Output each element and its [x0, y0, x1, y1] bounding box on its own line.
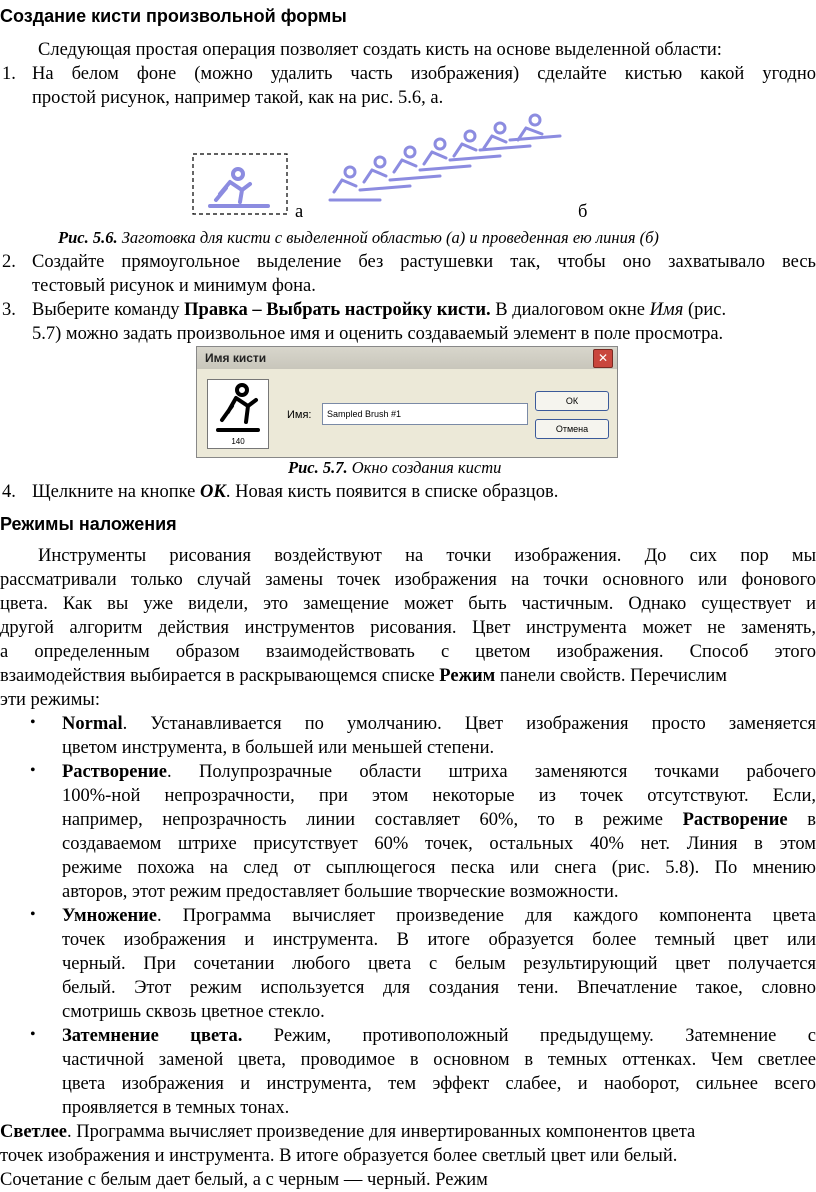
step-3-dialog-name: Имя	[649, 300, 684, 320]
dissolve-l1: . Полупрозрачные области штриха заменяются точками рабочего	[167, 762, 816, 782]
multiply-line-1	[62, 904, 816, 928]
brush-size: 140	[231, 437, 245, 446]
name-label: Имя:	[287, 409, 312, 421]
cancel-button[interactable]: Отмена	[535, 419, 609, 439]
dissolve-l3-term: Растворение	[682, 810, 788, 830]
burn-l1: Режим, противоположный предыдущему. Затемнение с	[242, 1026, 816, 1046]
bullet-dissolve: •	[30, 762, 36, 779]
para-l6-pre: взаимодействия выбирается в раскрывающемся списке	[0, 666, 440, 686]
multiply-line-5: смотришь сквозь цветное стекло.	[62, 1002, 325, 1022]
intro-text: Следующая простая операция позволяет создать кисть на основе выделенной области:	[38, 40, 722, 60]
dissolve-line-1	[62, 760, 816, 784]
step-3-pre: Выберите команду	[32, 300, 185, 320]
normal-l1: . Устанавливается по умолчанию. Цвет изображения просто заменяется	[122, 714, 816, 734]
screen-line-2: точек изображения и инструмента. В итоге образуется более светлый цвет или белый.	[0, 1146, 678, 1166]
runner-icon	[208, 380, 268, 436]
dissolve-line-6: авторов, этот режим предоставляет большие творческие возможности.	[62, 882, 619, 902]
dissolve-l3-pre: например, непрозрачность линии составляет 60%, то в режиме	[62, 810, 683, 830]
dissolve-l3-post: в	[787, 810, 816, 830]
para-line-6	[0, 664, 727, 688]
multiply-line-2: точек изображения и инструмента. В итоге образуется более темный цвет или	[62, 930, 816, 950]
para-line-4: другой алгоритм действия инструментов рисования. Цвет инструмента может не заменять,	[0, 618, 816, 638]
dissolve-line-4: создаваемом штрихе присутствует 60% точек, остальных 40% нет. Линия в этом	[62, 834, 816, 854]
step-4-line	[32, 480, 558, 504]
step-2-line-1: Создайте прямоугольное выделение без растушевки так, чтобы оно захватывало весь	[32, 252, 816, 272]
para-line-7: эти режимы:	[0, 690, 100, 710]
brush-name-dialog	[196, 346, 618, 458]
para-line-5: а определенным образом взаимодействовать с цветом изображения. Способ этого	[0, 642, 816, 662]
burn-line-1	[62, 1024, 816, 1048]
para-line-2: рассматривали только случай замены точек изображения на точки основного или фонового	[0, 570, 816, 590]
step-2-line-2: тестовый рисунок и минимум фона.	[32, 276, 316, 296]
step-2-number: 2.	[2, 252, 16, 272]
ok-button[interactable]: ОК	[535, 391, 609, 411]
close-icon[interactable]: ✕	[593, 349, 613, 368]
burn-line-4: проявляется в темных тонах.	[62, 1098, 290, 1118]
step-3-line-2: 5.7) можно задать произвольное имя и оценить создаваемый элемент в поле просмотра.	[32, 324, 724, 344]
figure-5-6-caption-text: Заготовка для кисти с выделенной областью (а) и проведенная ею линия (б)	[117, 228, 659, 247]
screen-line-3: Сочетание с белым дает белый, а с черным — черный. Режим	[0, 1170, 488, 1190]
figure-5-7-caption	[288, 458, 501, 478]
dissolve-line-3	[62, 808, 816, 832]
normal-term: Normal	[62, 714, 123, 734]
multiply-line-4: белый. Этот режим используется для создания тени. Впечатление такое, словно	[62, 978, 816, 998]
para-l6-mode: Режим	[439, 666, 496, 686]
bullet-burn: •	[30, 1026, 36, 1043]
para-line-3: цвета. Как вы уже видели, это замещение может быть частичным. Однако существует и	[0, 594, 816, 614]
figure-5-6-label-a: а	[295, 202, 304, 222]
figure-5-6-caption	[58, 228, 659, 248]
burn-term: Затемнение цвета.	[62, 1026, 243, 1046]
brush-name-input[interactable]: Sampled Brush #1	[322, 403, 528, 425]
step-3-command: Правка – Выбрать настройку кисти.	[184, 300, 491, 320]
dissolve-line-2: 100%-ной непрозрачности, при этом некоторые из точек отсутствуют. Если,	[62, 786, 816, 806]
bullet-normal: •	[30, 714, 36, 731]
multiply-term: Умножение	[62, 906, 158, 926]
screen-term: Светлее	[0, 1122, 67, 1142]
normal-line-1	[62, 712, 816, 736]
step-1-line-1: На белом фоне (можно удалить часть изображения) сделайте кистью какой угодно	[32, 64, 816, 84]
dialog-title: Имя кисти	[197, 347, 617, 369]
step-1-line-2: простой рисунок, например такой, как на рис. 5.6, а.	[32, 88, 444, 108]
figure-5-6-caption-number: Рис. 5.6.	[58, 228, 118, 247]
dissolve-line-5: режиме похожа на след от сыплющегося песка или снега (рис. 5.8). По мнению	[62, 858, 816, 878]
section-heading-brush: Создание кисти произвольной формы	[0, 6, 347, 26]
figure-5-6-label-b: б	[578, 202, 588, 222]
normal-line-2: цветом инструмента, в большей или меньшей степени.	[62, 738, 495, 758]
step-3-post: (рис.	[683, 300, 727, 320]
screen-l1: . Программа вычисляет произведение для инвертированных компонентов цвета	[67, 1122, 696, 1142]
step-4-post: . Новая кисть появится в списке образцов.	[225, 482, 559, 502]
step-3-mid: В диалоговом окне	[490, 300, 650, 320]
burn-line-2: частичной заменой цвета, проводимое в основном в темных оттенках. Чем светлее	[62, 1050, 816, 1070]
step-4-ok: ОК	[199, 482, 226, 502]
figure-5-7-caption-number: Рис. 5.7.	[288, 458, 348, 477]
dissolve-term: Растворение	[62, 762, 167, 782]
step-1-number: 1.	[2, 64, 16, 84]
screen-line-1	[0, 1120, 695, 1144]
brush-preview	[207, 379, 269, 449]
figure-5-7-caption-text: Окно создания кисти	[347, 458, 502, 477]
step-4-number: 4.	[2, 482, 16, 502]
bullet-multiply: •	[30, 906, 36, 923]
burn-line-3: цвета изображения и инструмента, тем эффект слабее, и наоборот, сильнее всего	[62, 1074, 816, 1094]
step-4-pre: Щелкните на кнопке	[32, 482, 200, 502]
figure-5-6-brush-line	[320, 110, 580, 210]
section-heading-blend-modes: Режимы наложения	[0, 514, 177, 534]
multiply-line-3: черный. При сочетании любого цвета с белым результирующий цвет получается	[62, 954, 816, 974]
step-3-line-1	[32, 298, 726, 322]
step-3-number: 3.	[2, 300, 16, 320]
para-line-1: Инструменты рисования воздействуют на точки изображения. До сих пор мы	[38, 546, 816, 566]
multiply-l1: . Программа вычисляет произведение для каждого компонента цвета	[157, 906, 816, 926]
para-l6-post: панели свойств. Перечислим	[495, 666, 727, 686]
